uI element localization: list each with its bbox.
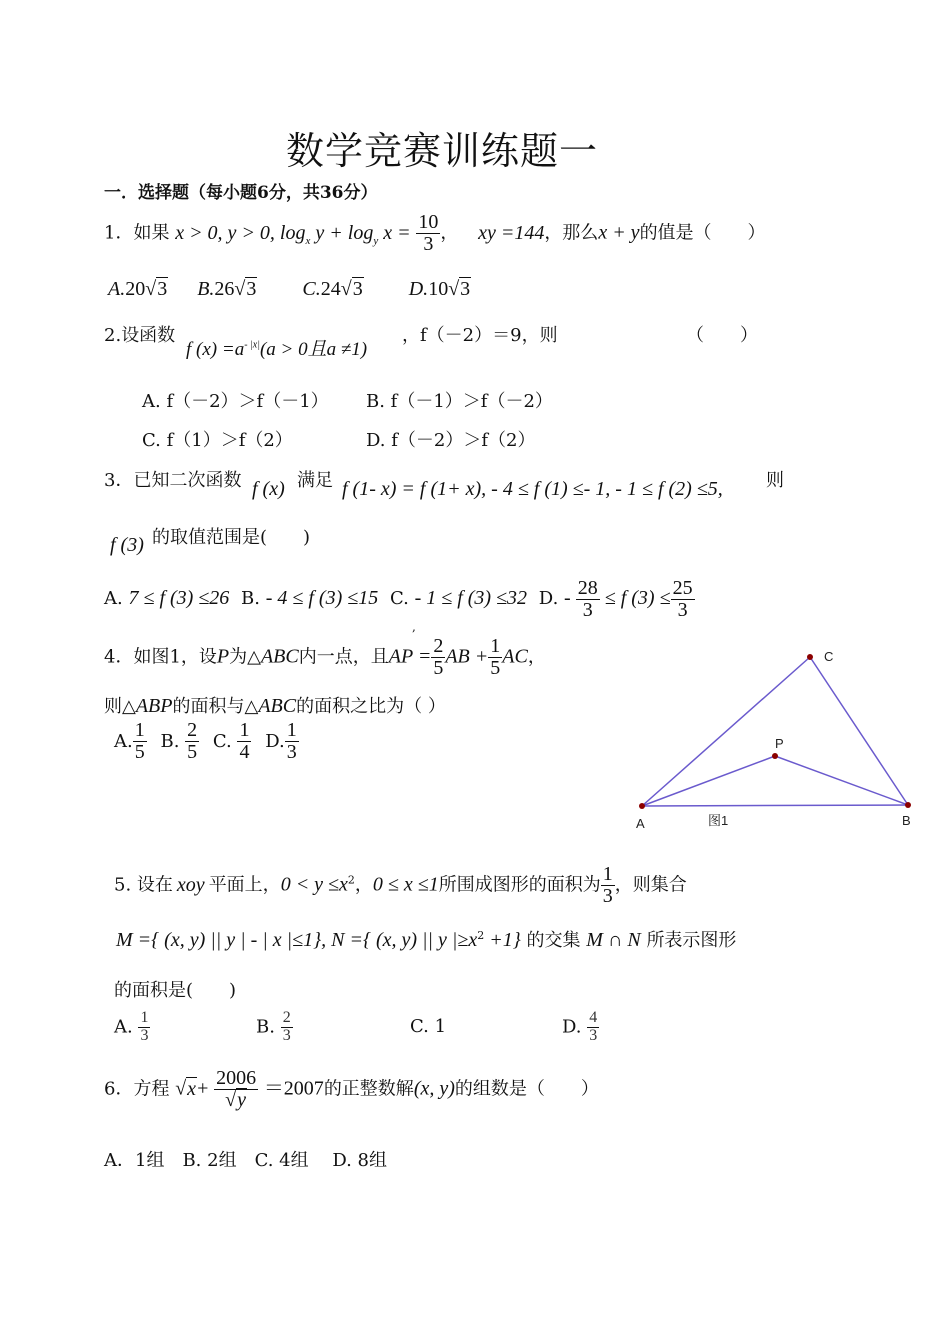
page-title: 数学竞赛训练题一 — [286, 129, 599, 173]
q1-option-d: D.10√3 — [408, 278, 471, 300]
q4-stem: 4．如图1，设P为△ABC内一点，且AP = $\frac{2}{5}$ AB + $\frac{1}{5}$ AC， — [104, 635, 546, 679]
q3-option-c: - 1 ≤ f (3) ≤32 — [414, 587, 528, 610]
point-p — [772, 753, 778, 759]
q3-text: 满足 — [297, 470, 333, 491]
q2-option-b: B. f（－1）＞f（－2） — [366, 391, 553, 412]
q2-option-a: A. f（－2）＞f（－1） — [142, 391, 329, 412]
q4-option-a: A. $\frac{1}{5}$ — [114, 719, 145, 763]
edge-cb — [810, 657, 908, 805]
q4-options — [114, 720, 299, 763]
q1-option-c: C.24√3 — [302, 278, 363, 300]
q1-text: 如果 — [133, 222, 170, 244]
edge-pb — [775, 756, 908, 805]
q2-option-d: D. f（－2）＞f（2） — [366, 430, 536, 451]
q1-options — [108, 278, 471, 301]
q5-sets: M ={ (x, y) || y | - | x |≤1}, N ={ (x, y) || y $|\ge x^2 +1$} 的交集 M ∩ N 所表示图形 — [116, 929, 737, 951]
q2-intro: 2.设函数 — [104, 325, 176, 346]
label-a: A — [636, 816, 645, 831]
q3-fx: f (x) — [252, 478, 285, 500]
q3-option-a: 7 ≤ f (3) ≤26 — [128, 587, 230, 610]
q5-line3: 的面积是( ) — [114, 980, 237, 1001]
q2-condition: ，f（－2）＝9，则 — [402, 325, 558, 346]
q3-f3: f (3) — [110, 534, 144, 556]
q5-option-d: D. $\frac{4}{3}$ — [562, 1009, 598, 1044]
q4-option-c: C. $\frac{1}{4}$ — [212, 719, 250, 763]
q1-condition: x > 0, y > 0, $\log_x y + \log_y x$ = — [175, 221, 411, 247]
q3-intro: 3．已知二次函数 — [104, 470, 242, 491]
q2-answer-paren: （ ） — [686, 325, 758, 346]
q3-then: 则 — [766, 470, 784, 491]
q6-stem: 6．方程 √x+ $\frac{2006}{√y}$ ＝2007的正整数解(x, y)的组数是（ ） — [104, 1067, 599, 1111]
q4-option-d: D. $\frac{1}{3}$ — [265, 719, 297, 763]
question-1: 1．如果 x > 0, y > 0, $\log_x y + \log_y x$ = $\frac{10}{3}$ ， xy =144，那么x + y的值是（ ） — [104, 211, 766, 255]
q5-option-b: B. $\frac{2}{3}$ — [256, 1009, 291, 1044]
q4-option-b: B. $\frac{2}{5}$ — [160, 719, 198, 763]
q4-question: 则△ABP的面积与△ABC的面积之比为（ ） — [104, 695, 446, 717]
q2-function: f $(x) =a^{- |x|}(a > 0$且a ≠1) — [186, 339, 368, 360]
q1-sum: x + y — [598, 221, 640, 244]
label-p: P — [775, 736, 784, 751]
edge-ab — [642, 805, 908, 806]
point-b — [905, 802, 911, 808]
q1-number: 1． — [104, 222, 134, 244]
point-a — [639, 803, 645, 809]
edge-ac — [642, 657, 810, 806]
label-c: C — [824, 649, 834, 664]
q6-options: A．1组 B. 2组 C. 4组 D. 8组 — [104, 1150, 388, 1171]
q1-option-a: A.20√3 — [108, 278, 168, 300]
q1-fraction: $\frac{10}{3}$ — [418, 211, 439, 255]
q2-option-c: C. f（1）＞f（2） — [142, 430, 293, 451]
q1-xy: xy =144 — [478, 221, 545, 244]
figure-caption: 图1 — [708, 813, 729, 828]
q5-option-a: A. $\frac{1}{3}$ — [114, 1009, 149, 1044]
edge-ap — [642, 756, 775, 806]
q3-option-d: - $\frac{28}{3}$ ≤ f (3) ≤ $\frac{25}{3}$ — [564, 577, 693, 621]
stray-comma: , — [412, 620, 416, 634]
q3-option-b: - 4 ≤ f (3) ≤15 — [265, 587, 379, 610]
q5-stem: 5. 设在 xoy 平面上，$0 < y \le x^2$，0 ≤ x ≤1所围成图形的面积为 $\frac{1}{3}$ ，则集合 — [114, 863, 687, 907]
figure-1-triangle — [620, 640, 930, 840]
point-c — [807, 654, 813, 660]
q3-options: A. 7 ≤ f (3) ≤26 B. - 4 ≤ f (3) ≤15 C. - 1 ≤ f (3) ≤32 D. - $\frac{28}{3}$ ≤ f (3) ≤ $\frac{25}{3}$ — [104, 577, 693, 621]
q5-option-c: C. 1 — [410, 1016, 447, 1037]
q1-option-b: B.26√3 — [197, 278, 257, 300]
q3-condition: f (1- x) = f (1+ x), - 4 ≤ f (1) ≤- 1, - 1 ≤ f (2) ≤5, — [342, 478, 723, 500]
section-heading: 一．选择题（每小题6分，共36分） — [104, 183, 378, 203]
label-b: B — [902, 813, 911, 828]
q3-range-text: 的取值范围是( ) — [152, 527, 311, 548]
